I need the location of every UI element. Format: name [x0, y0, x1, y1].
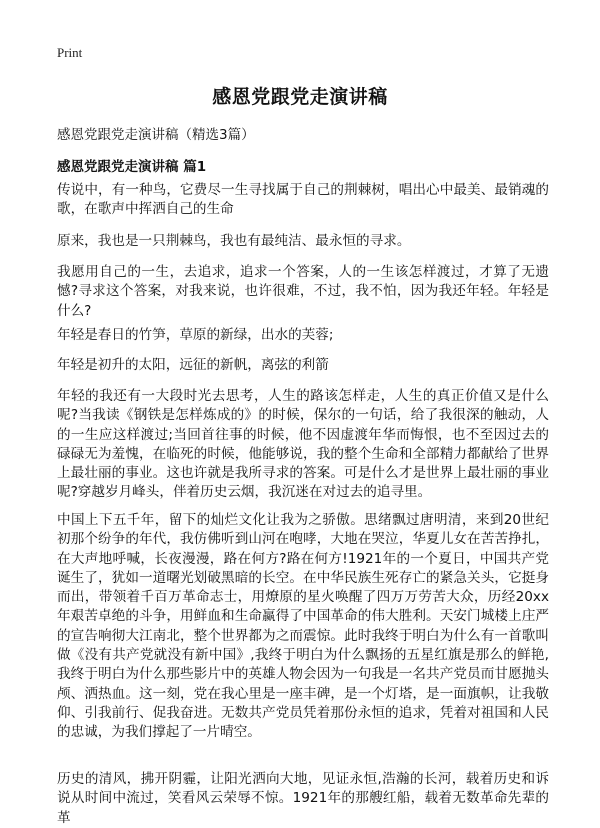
paragraph-8: 历史的清风，拂开阴霾，让阳光洒向大地，见证永恒,浩瀚的长河，载着历史和诉说从时间中流过，笑看风云荣辱不惊。1921年的那艘红船，载着无数革命先辈的革 — [57, 771, 549, 826]
print-link[interactable]: Print — [57, 45, 83, 60]
paragraph-6: 年轻的我还有一大段时光去思考，人生的路该怎样走，人生的真正价值又是什么呢?当我读《钢铁是怎样炼成的》的时候，保尔的一句话，给了我很深的触动，人的一生应这样渡过;当回首往事的时候，他不因虚渡年华而悔恨，也不至因过去的碌碌无为羞愧，在临死的时候，他能够说，我的整个生命和全部精力都献给了世界上最壮丽的事业。这也许就是我所寻求的答案。可是什么才是世界上最壮丽的事业呢?穿越岁月峰头，伴着历史云烟，我沉迷在对过去的追寻里。 — [57, 388, 549, 501]
paragraph-2: 原来，我也是一只荆棘鸟，我也有最纯洁、最永恒的寻求。 — [57, 233, 411, 249]
document-subtitle: 感恩党跟党走演讲稿（精选3篇） — [57, 127, 255, 143]
section-heading: 感恩党跟党走演讲稿 篇1 — [57, 159, 207, 175]
paragraph-1: 传说中，有一种鸟，它费尽一生寻找属于自己的荆棘树，唱出心中最美、最销魂的歌，在歌声中挥洒自己的生命 — [57, 182, 549, 218]
paragraph-3: 我愿用自己的一生，去追求，追求一个答案，人的一生该怎样渡过，才算了无遗憾?寻求这个答案，对我来说，也许很难，不过，我不怕，因为我还年轻。年轻是什么? — [57, 264, 549, 319]
paragraph-5: 年轻是初升的太阳，远征的新帆，离弦的利箭 — [57, 357, 329, 373]
document-title: 感恩党跟党走演讲稿 — [212, 86, 388, 108]
paragraph-7: 中国上下五千年，留下的灿烂文化让我为之骄傲。思绪飘过唐明清，来到20世纪初那个纷争的年代，我仿佛听到山河在咆哮，大地在哭泣，华夏儿女在苦苦挣扎，在大声地呼喊，长夜漫漫，路在何方?路在何方!1921年的一个夏日，中国共产党诞生了，犹如一道曙光划破黑暗的长空。在中华民族生死存亡的紧急关头，它挺身而出，带领着千百万革命志士，用燎原的星火唤醒了四万万劳苦大众，历经20xx年艰苦卓绝的斗争，用鲜血和生命赢得了中国革命的伟大胜利。天安门城楼上庄严的宣告响彻大江南北，整个世界都为之而震惊。此时我终于明白为什么有一首歌叫做《没有共产党就没有新中国》,我终于明白为什么飘扬的五星红旗是那么的鲜艳,我终于明白为什么那些影片中的英雄人物会因为一句我是一名共产党员而甘愿抛头颅、洒热血。这一刻，党在我心里是一座丰碑，是一个灯塔，是一面旗帜，让我敬仰、引我前行、促我奋进。无数共产党员凭着那份永恒的追求，凭着对祖国和人民的忠诚，为我们撑起了一片晴空。 — [57, 512, 549, 741]
paragraph-4: 年轻是春日的竹笋，草原的新绿，出水的芙蓉; — [57, 327, 334, 343]
